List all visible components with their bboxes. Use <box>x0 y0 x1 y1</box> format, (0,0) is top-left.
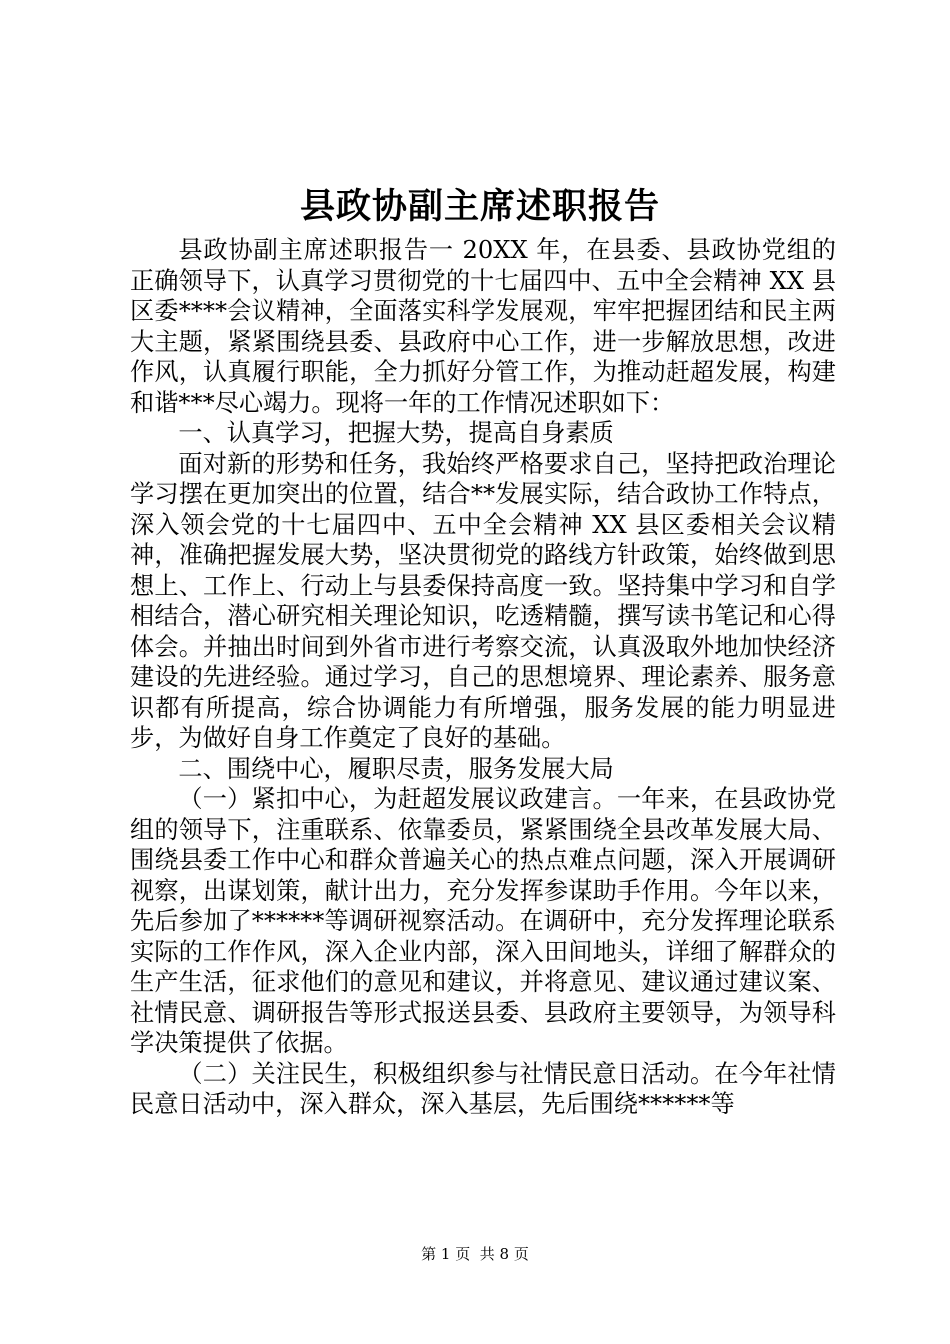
section-heading-2: 二、围绕中心，履职尽责，服务发展大局 <box>178 754 614 783</box>
page-number: 第 1 页 <box>421 1245 471 1263</box>
paragraph-livelihood: （二）关注民生，积极组织参与社情民意日活动。在今年社情民意日活动中，深入群众，深入基层，先后围绕******等 <box>130 1059 836 1118</box>
page-total: 共 8 页 <box>479 1245 529 1263</box>
page-footer <box>0 1244 950 1264</box>
section-heading-1: 一、认真学习，把握大势，提高自身素质 <box>178 419 614 447</box>
paragraph-advice: （一）紧扣中心，为赶超发展议政建言。一年来，在县政协党组的领导下，注重联系、依靠委员，紧紧围绕全县改革发展大局、围绕县委工作中心和群众普遍关心的热点难点问题，深入开展调研视察，出谋划策，献计出力，充分发挥参谋助手作用。今年以来，先后参加了******等调研视察活动。在调研中，充分发挥理论联系实际的工作作风，深入企业内部，深入田间地头，详细了解群众的生产生活，征求他们的意见和建议，并将意见、建议通过建议案、社情民意、调研报告等形式报送县委、县政府主要领导，为领导科学决策提供了依据。 <box>130 785 836 1057</box>
paragraph-study: 面对新的形势和任务，我始终严格要求自己，坚持把政治理论学习摆在更加突出的位置，结合**发展实际，结合政协工作特点，深入领会党的十七届四中、五中全会精神 XX 县区委相关会议精神，准确把握发展大势，坚决贯彻党的路线方针政策，始终做到思想上、工作上、行动上与县委保持高度一致。坚持集中学习和自学相结合，潜心研究相关理论知识，吃透精髓，撰写读书笔记和心得体会。并抽出时间到外省市进行考察交流，认真汲取外地加快经济建设的先进经验。通过学习，自己的思想境界、理论素养、服务意识都有所提高，综合协调能力有所增强，服务发展的能力明显进步，为做好自身工作奠定了良好的基础。 <box>130 449 836 752</box>
document-body <box>130 235 836 1120</box>
paragraph-intro: 县政协副主席述职报告一 20XX 年，在县委、县政协党组的正确领导下，认真学习贯彻党的十七届四中、五中全会精神 XX 县区委****会议精神，全面落实科学发展观，牢牢把握团结和民主两大主题，紧紧围绕县委、县政府中心工作，进一步解放思想，改进作风，认真履行职能，全力抓好分管工作，为推动赶超发展，构建和谐***尽心竭力。现将一年的工作情况述职如下： <box>130 236 836 417</box>
footer-spacer <box>470 1245 480 1263</box>
document-title: 县政协副主席述职报告 <box>299 186 660 227</box>
